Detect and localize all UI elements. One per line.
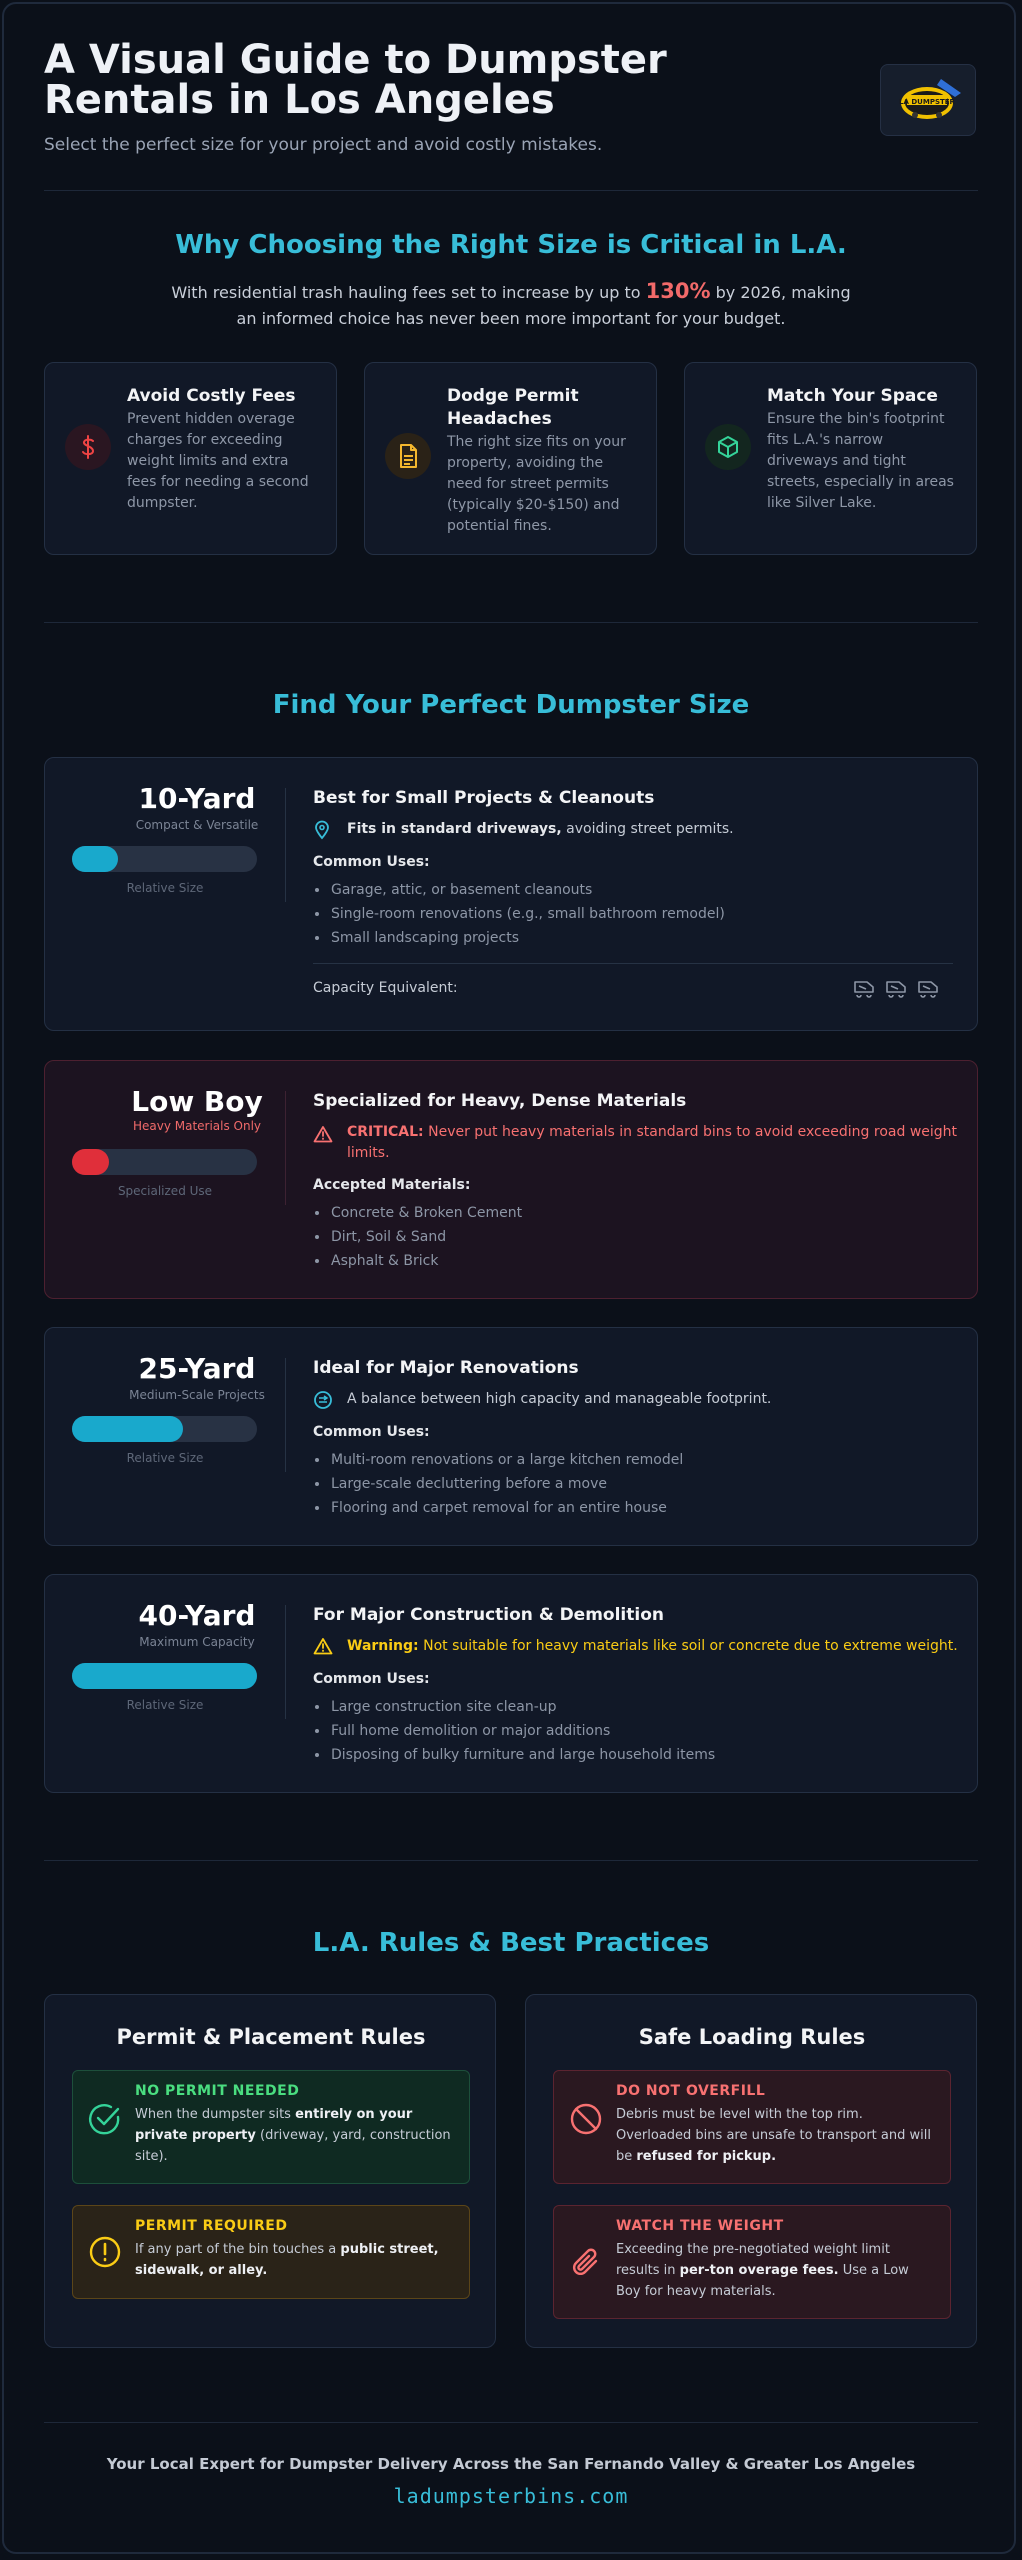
- page-title: A Visual Guide to Dumpster Rentals in Los Angeles: [44, 37, 667, 123]
- size-bar-fill: [72, 1149, 109, 1175]
- sizes-section-title: Find Your Perfect Dumpster Size: [272, 690, 750, 720]
- alert-circle-icon: [87, 2234, 123, 2270]
- list-item: Asphalt & Brick: [313, 1249, 522, 1273]
- list-item: Full home demolition or major additions: [313, 1719, 715, 1743]
- paperclip-icon: [568, 2244, 604, 2280]
- check-circle-icon: [87, 2101, 123, 2137]
- pickup-truck-icons: [853, 976, 943, 1000]
- uses-list: [313, 1448, 683, 1520]
- feature-card-fees: Avoid Costly Fees Prevent hidden overage charges for exceeding weight limits and extra fees for needing a second dumpster.: [44, 362, 337, 555]
- permit-rules-card: Permit & Placement Rules NO PERMIT NEEDED When the dumpster sits entirely on your private property (driveway, yard, construction site). PERMIT REQUIRED If any part of the bin touches a public street, sidewalk, or alley.: [44, 1994, 496, 2348]
- fee-increase-highlight: 130%: [645, 279, 711, 303]
- warning-triangle-icon: [313, 1125, 333, 1143]
- list-item: Small landscaping projects: [313, 926, 725, 950]
- document-icon: [385, 433, 431, 479]
- list-item: Disposing of bulky furniture and large household items: [313, 1743, 715, 1767]
- list-item: Single-room renovations (e.g., small bathroom remodel): [313, 902, 725, 926]
- size-bar-fill: [72, 846, 118, 872]
- size-bar-fill: [72, 1663, 257, 1689]
- do-not-overfill-box: DO NOT OVERFILL Debris must be level with the top rim. Overloaded bins are unsafe to transport and will be refused for pickup.: [553, 2070, 951, 2184]
- svg-text:LA DUMPSTER: LA DUMPSTER: [899, 98, 955, 106]
- divider: [44, 190, 978, 191]
- size-bar: [72, 846, 257, 872]
- why-intro: With residential trash hauling fees set to increase by up to 130% by 2026, making an informed choice has never been more important for your budget.: [171, 279, 851, 328]
- size-bar: [72, 1149, 257, 1175]
- uses-list: [313, 1201, 522, 1273]
- watch-weight-box: WATCH THE WEIGHT Exceeding the pre-negotiated weight limit results in per-ton overage fees. Use a Low Boy for heavy materials.: [553, 2205, 951, 2319]
- size-bar: [72, 1416, 257, 1442]
- uses-list: [313, 1695, 715, 1767]
- company-logo: [880, 64, 976, 136]
- balance-icon: [313, 1390, 333, 1410]
- feature-card-permits: Dodge Permit Headaches The right size fits on your property, avoiding the need for street permits (typically $20-$150) and potential fines.: [364, 362, 657, 555]
- size-card-25-yard: 25-Yard Medium-Scale Projects Relative Size Ideal for Major Renovations A balance between high capacity and manageable footprint. Common Uses: Multi-room renovations or a large kitchen remodel Large-scale decluttering before a move Flooring and carpet removal for an entire house: [44, 1327, 978, 1546]
- loading-rules-card: Safe Loading Rules DO NOT OVERFILL Debris must be level with the top rim. Overloaded bins are unsafe to transport and will be refused for pickup. WATCH THE WEIGHT Exceeding the pre-negotiated weight limit results in per-ton overage fees. Use a Low Boy for heavy materials.: [525, 1994, 977, 2348]
- footer-url[interactable]: ladumpsterbins.com: [393, 2484, 629, 2508]
- divider: [44, 622, 978, 623]
- uses-list: [313, 878, 725, 950]
- dollar-icon: [65, 424, 111, 470]
- warning-triangle-icon: [313, 1637, 333, 1655]
- size-card-low-boy: Low Boy Heavy Materials Only Specialized Use Specialized for Heavy, Dense Materials CRITICAL: Never put heavy materials in standard bins to avoid exceeding road weight limits. Accepted Materials: Concrete & Broken Cement Dirt, Soil & Sand Asphalt & Brick: [44, 1060, 978, 1299]
- list-item: Dirt, Soil & Sand: [313, 1225, 522, 1249]
- feature-card-space: Match Your Space Ensure the bin's footprint fits L.A.'s narrow driveways and tight streets, especially in areas like Silver Lake.: [684, 362, 977, 555]
- truck-logo-icon: [881, 65, 975, 135]
- list-item: Flooring and carpet removal for an entire house: [313, 1496, 683, 1520]
- footer-tagline: Your Local Expert for Dumpster Delivery Across the San Fernando Valley & Greater Los Angeles: [106, 2455, 916, 2473]
- location-pin-icon: [313, 820, 331, 840]
- no-permit-box: NO PERMIT NEEDED When the dumpster sits entirely on your private property (driveway, yard, construction site).: [72, 2070, 470, 2184]
- permit-required-box: PERMIT REQUIRED If any part of the bin touches a public street, sidewalk, or alley.: [72, 2205, 470, 2299]
- size-bar: [72, 1663, 257, 1689]
- list-item: Concrete & Broken Cement: [313, 1201, 522, 1225]
- size-card-40-yard: 40-Yard Maximum Capacity Relative Size For Major Construction & Demolition Warning: Not suitable for heavy materials like soil or concrete due to extreme weight. Common Uses: Large construction site clean-up Full home demolition or major additions Disposing of bulky furniture and large household items: [44, 1574, 978, 1793]
- divider: [44, 2422, 978, 2423]
- cube-icon: [705, 424, 751, 470]
- list-item: Large construction site clean-up: [313, 1695, 715, 1719]
- page-subtitle: Select the perfect size for your project and avoid costly mistakes.: [44, 135, 603, 155]
- list-item: Large-scale decluttering before a move: [313, 1472, 683, 1496]
- divider: [44, 1860, 978, 1861]
- why-section-title: Why Choosing the Right Size is Critical in L.A.: [175, 230, 847, 260]
- list-item: Multi-room renovations or a large kitchen remodel: [313, 1448, 683, 1472]
- size-card-10-yard: 10-Yard Compact & Versatile Relative Size Best for Small Projects & Cleanouts Fits in standard driveways, avoiding street permits. Common Uses: Garage, attic, or basement cleanouts Single-room renovations (e.g., small bathroom remodel) Small landscaping projects Capacity Equivalent:: [44, 757, 978, 1031]
- size-bar-fill: [72, 1416, 183, 1442]
- rules-section-title: L.A. Rules & Best Practices: [312, 1928, 710, 1958]
- list-item: Garage, attic, or basement cleanouts: [313, 878, 725, 902]
- prohibited-icon: [568, 2101, 604, 2137]
